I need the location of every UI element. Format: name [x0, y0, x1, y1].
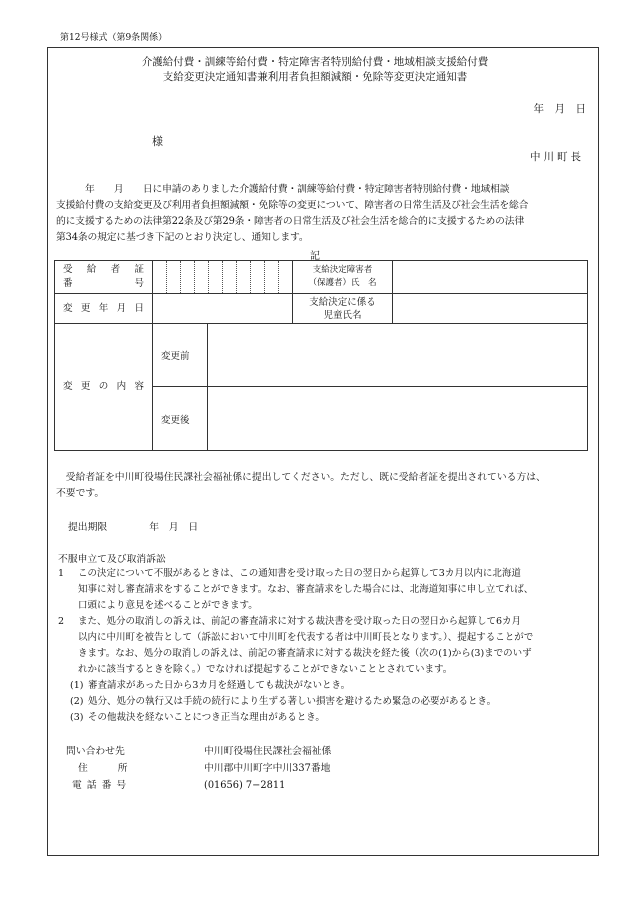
contact-row-address — [66, 760, 331, 777]
item-line: また、処分の取消しの訴えは、前記の審査請求に対する裁決書を受け取った日の翌日から起算して6カ月 — [78, 616, 522, 627]
contact-row-phone — [66, 777, 331, 794]
label-line: 児童氏名 — [323, 309, 362, 321]
contact-row-inquiry — [66, 743, 331, 760]
appeal-item-1 — [58, 566, 588, 614]
digit-box[interactable] — [237, 261, 251, 293]
before-label: 変更前 — [153, 324, 208, 387]
digit-box[interactable] — [223, 261, 237, 293]
contact-label: 住所 — [78, 763, 158, 774]
disabled-person-name-field[interactable] — [393, 261, 588, 294]
child-name-field[interactable] — [393, 294, 588, 324]
label-line: 番号 — [63, 278, 144, 289]
contact-block — [66, 743, 331, 794]
child-name-label — [293, 294, 393, 324]
item-number: 1 — [58, 568, 65, 579]
intro-line: 年 月 日に申請のありました介護給付費・訓練等給付費・特定障害者特別給付費・地域相談 — [56, 184, 510, 195]
digit-box[interactable] — [153, 261, 167, 293]
appeal-section — [58, 566, 588, 726]
change-content-label: 変更の内容 — [55, 324, 153, 451]
intro-line: 第34条の規定に基づき下記のとおり決定し、通知します。 — [56, 232, 309, 243]
appeal-subitem-1 — [58, 678, 588, 694]
issuer-name: 中川町長 — [530, 151, 584, 163]
form-number: 第12号様式（第9条関係） — [60, 33, 168, 43]
label-line: 受給者証 — [63, 264, 144, 275]
appeal-heading: 不服申立て及び取消訴訟 — [58, 554, 166, 565]
after-content-field[interactable] — [208, 387, 588, 451]
subitem-number: (3) — [70, 712, 84, 723]
digit-box[interactable] — [167, 261, 181, 293]
appeal-subitem-2 — [58, 694, 588, 710]
contact-value: (01656) 7−2811 — [204, 780, 286, 791]
digit-box[interactable] — [195, 261, 209, 293]
notice-line: 受給者証を中川町役場住民課社会福祉係に提出してください。ただし、既に受給者証を提出されている方は、 — [56, 472, 546, 483]
label-line: （保護者）氏 名 — [308, 278, 377, 288]
deadline-label: 提出期限 — [68, 522, 108, 533]
item-line: 知事に対し審査請求をすることができます。なお、審査請求をした場合には、北海道知事に申し立てれば、 — [78, 584, 534, 595]
digit-box[interactable] — [181, 261, 195, 293]
contact-value: 中川町役場住民課社会福祉係 — [204, 746, 332, 757]
digit-box[interactable] — [279, 261, 292, 293]
change-date-field[interactable] — [153, 294, 293, 324]
intro-paragraph — [56, 182, 589, 246]
appeal-item-2 — [58, 614, 588, 678]
subitem-text: 処分、処分の執行又は手続の続行により生ずる著しい損害を避けるため緊急の必要があるとき。 — [88, 696, 497, 707]
disabled-person-label — [293, 261, 393, 294]
label-line: 支給決定障害者 — [312, 265, 373, 275]
issue-date: 年 月 日 — [533, 103, 586, 115]
addressee-honorific: 様 — [152, 135, 163, 148]
subitem-number: (2) — [70, 696, 84, 707]
contact-label: 電話番号 — [72, 780, 132, 791]
change-date-label: 変更年月日 — [55, 294, 153, 324]
notice-line: 不要です。 — [56, 488, 105, 499]
decision-table — [54, 260, 588, 451]
item-line: この決定について不服があるときは、この通知書を受け取った日の翌日から起算して3カ月以内に北海道 — [78, 568, 521, 579]
appeal-subitem-3 — [58, 710, 588, 726]
label-line: 支給決定に係る — [309, 296, 376, 308]
item-number: 2 — [58, 616, 65, 627]
item-line: れかに該当するときを除く。）でなければ提起することができないこととされています。 — [78, 664, 453, 675]
document-title-line-2: 支給変更決定通知書兼利用者負担額減額・免除等変更決定通知書 — [162, 71, 468, 83]
before-content-field[interactable] — [208, 324, 588, 387]
contact-label: 問い合わせ先 — [66, 746, 125, 757]
document-title-line-1: 介護給付費・訓練等給付費・特定障害者特別給付費・地域相談支援給付費 — [141, 56, 489, 68]
recipient-number-label — [55, 261, 153, 294]
contact-value: 中川郡中川町字中川337番地 — [204, 763, 331, 774]
deadline-value: 年 月 日 — [149, 522, 199, 533]
subitem-number: (1) — [70, 680, 84, 691]
recipient-number-field[interactable] — [153, 261, 293, 294]
item-line: きます。なお、処分の取消しの訴えは、前記の審査請求に対する裁決を経た後（次の(1)から(3)までのいず — [78, 648, 532, 659]
ki-heading: 記 — [310, 251, 320, 262]
intro-line: 支援給付費の支給変更及び利用者負担額減額・免除等の変更について、障害者の日常生活及び社会生活を総合 — [56, 200, 529, 211]
submission-notice — [56, 470, 586, 502]
intro-line: 的に支援するための法律第22条及び第29条・障害者の日常生活及び社会生活を総合的に支援するための法律 — [56, 216, 525, 227]
digit-box[interactable] — [265, 261, 279, 293]
subitem-text: 審査請求があった日から3カ月を経過しても裁決がないとき。 — [88, 680, 351, 691]
item-line: 口頭により意見を述べることができます。 — [78, 600, 258, 611]
subitem-text: その他裁決を経ないことにつき正当な理由があるとき。 — [88, 712, 325, 723]
submission-deadline — [68, 519, 198, 533]
after-label: 変更後 — [153, 387, 208, 451]
digit-box[interactable] — [209, 261, 223, 293]
document-frame — [47, 47, 599, 856]
digit-box[interactable] — [251, 261, 265, 293]
item-line: 以内に中川町を被告として（訴訟において中川町を代表する者は中川町長となります。）、提起することがで — [78, 632, 534, 643]
